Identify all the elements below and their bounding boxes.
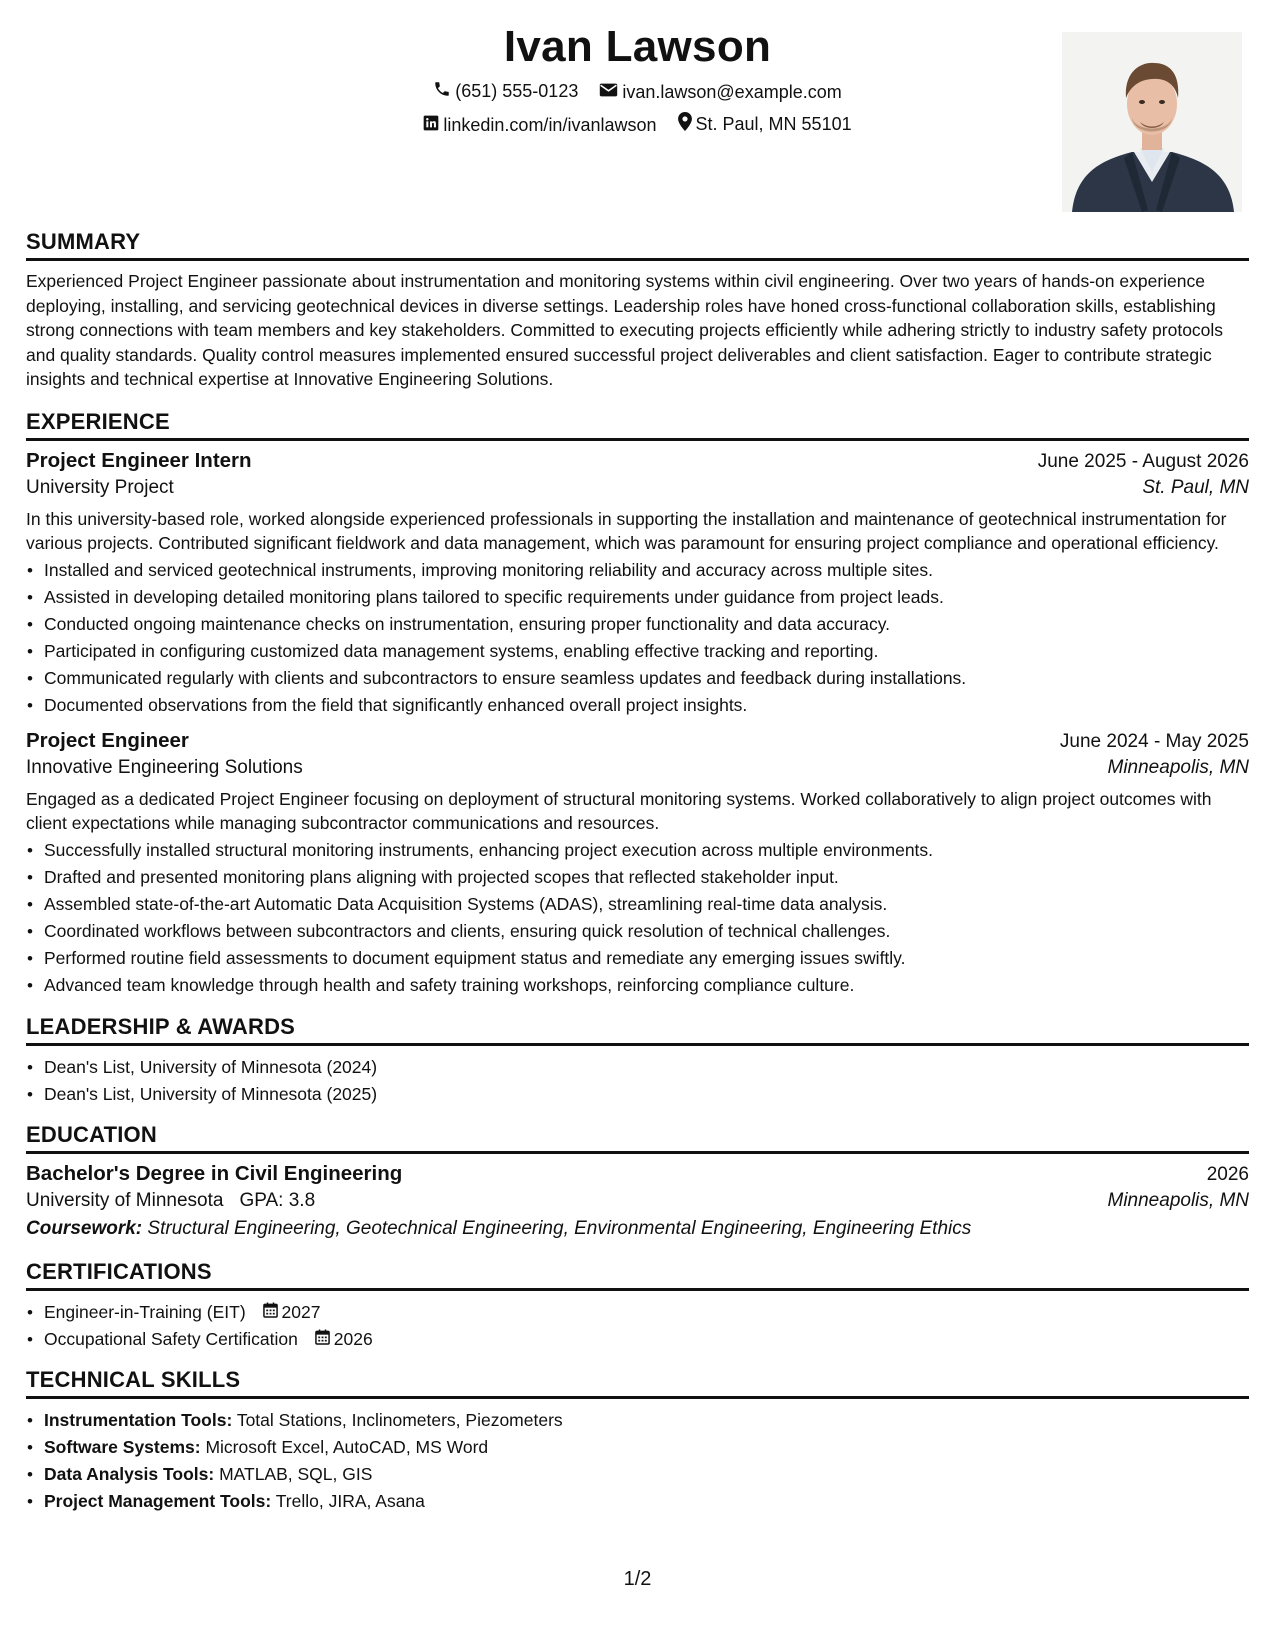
coursework-list: Structural Engineering, Geotechnical Engineering, Environmental Engineering, Engineering Ethics	[147, 1217, 972, 1239]
certifications-heading: CERTIFICATIONS	[26, 1259, 1249, 1291]
gpa: GPA: 3.8	[239, 1189, 316, 1211]
skill-values: Trello, JIRA, Asana	[275, 1490, 425, 1511]
profile-photo	[1062, 32, 1242, 212]
school-name: University of Minnesota	[26, 1189, 224, 1211]
skill-category: Software Systems:	[44, 1436, 201, 1457]
awards-section	[26, 1014, 1249, 1108]
list-item: • Successfully installed structural monitoring instruments, enhancing project execution across multiple environments.	[26, 837, 1249, 864]
coursework	[26, 1218, 1249, 1240]
experience-section	[26, 409, 1249, 999]
skill-category: Data Analysis Tools:	[44, 1463, 215, 1484]
linkedin-contact[interactable]	[423, 115, 656, 136]
coursework-label: Coursework:	[26, 1217, 143, 1239]
experience-heading: EXPERIENCE	[26, 409, 1249, 441]
list-item: • Communicated regularly with clients and subcontractors to ensure seamless updates and feedback during installations.	[26, 665, 1249, 692]
email-contact[interactable]	[599, 82, 841, 103]
list-item: • Assisted in developing detailed monitoring plans tailored to specific requirements under guidance from project leads.	[26, 584, 1249, 611]
list-item: • Assembled state-of-the-art Automatic Data Acquisition Systems (ADAS), streamlining real-time data analysis.	[26, 891, 1249, 918]
degree-name: Bachelor's Degree in Civil Engineering	[26, 1161, 403, 1185]
school-location: Minneapolis, MN	[1107, 1189, 1249, 1211]
list-item: • Advanced team knowledge through health and safety training workshops, reinforcing compliance culture.	[26, 972, 1249, 999]
job-organization: University Project	[26, 476, 174, 498]
page-number: 1/2	[623, 1568, 652, 1590]
skill-category: Instrumentation Tools:	[44, 1409, 233, 1430]
linkedin-url: linkedin.com/in/ivanlawson	[443, 115, 657, 135]
certification-date	[263, 1299, 321, 1326]
list-item: • Documented observations from the field that significantly enhanced overall project insights.	[26, 692, 1249, 719]
skill-values: Total Stations, Inclinometers, Piezometers	[236, 1409, 563, 1430]
job-bullets	[26, 557, 1249, 719]
email-address: ivan.lawson@example.com	[622, 82, 842, 102]
linkedin-icon	[423, 115, 443, 136]
certification-name: Occupational Safety Certification	[44, 1328, 298, 1349]
certification-year: 2027	[281, 1301, 321, 1322]
certification-year: 2026	[333, 1328, 373, 1349]
summary-text: Experienced Project Engineer passionate about instrumentation and monitoring systems within civil engineering. Over two years of hands-on experience deploying, installing, and servicing geotechnical devices in diverse settings. Leadership roles have honed cross-functional collaboration skills, establishing strong connections with team members and key stakeholders. Committed to executing projects efficiently while adhering strictly to industry safety protocols and quality standards. Quality control measures implemented ensured successful project deliverables and client satisfaction. Eager to contribute strategic insights and technical expertise at Innovative Engineering Solutions.	[26, 271, 1224, 389]
education-section	[26, 1122, 1249, 1240]
list-item	[26, 1488, 1249, 1515]
school-line	[26, 1190, 315, 1212]
job-location: Minneapolis, MN	[1107, 756, 1249, 778]
certifications-list	[26, 1299, 1249, 1353]
job-location: St. Paul, MN	[1142, 476, 1249, 498]
job-description: Engaged as a dedicated Project Engineer focusing on deployment of structural monitoring systems. Worked collaboratively to align project outcomes with client expectations while managing subcontractor communications and resources.	[26, 788, 1212, 833]
job-entry	[26, 729, 1249, 999]
awards-list	[26, 1054, 1249, 1108]
location-contact	[678, 112, 852, 136]
list-item	[26, 1461, 1249, 1488]
job-dates: June 2025 - August 2026	[1037, 450, 1249, 472]
job-description: In this university-based role, worked alongside experienced professionals in supporting the installation and maintenance of geotechnical instrumentation for various projects. Contributed significant fieldwork and data management, which was paramount for ensuring project compliance and operational efficiency.	[26, 508, 1227, 553]
list-item	[26, 1434, 1249, 1461]
list-item: • Drafted and presented monitoring plans aligning with projected scopes that reflected stakeholder input.	[26, 864, 1249, 891]
list-item: • Dean's List, University of Minnesota (2025)	[26, 1081, 1249, 1108]
skills-heading: TECHNICAL SKILLS	[26, 1367, 1249, 1399]
job-organization: Innovative Engineering Solutions	[26, 756, 303, 778]
education-heading: EDUCATION	[26, 1122, 1249, 1154]
phone-number: (651) 555-0123	[455, 81, 579, 101]
list-item: • Dean's List, University of Minnesota (2024)	[26, 1054, 1249, 1081]
phone-icon	[433, 80, 455, 103]
certification-date	[315, 1326, 373, 1353]
list-item	[26, 1299, 1249, 1326]
list-item: • Coordinated workflows between subcontractors and clients, ensuring quick resolution of technical challenges.	[26, 918, 1249, 945]
job-title: Project Engineer Intern	[26, 448, 252, 472]
list-item	[26, 1407, 1249, 1434]
graduation-year: 2026	[1206, 1163, 1249, 1185]
skill-values: MATLAB, SQL, GIS	[219, 1463, 373, 1484]
job-bullets	[26, 837, 1249, 999]
skill-category: Project Management Tools:	[44, 1490, 272, 1511]
resume-page	[26, 0, 1249, 1515]
skill-values: Microsoft Excel, AutoCAD, MS Word	[205, 1436, 489, 1457]
envelope-icon	[599, 82, 622, 103]
certifications-section	[26, 1259, 1249, 1353]
list-item: • Installed and serviced geotechnical instruments, improving monitoring reliability and accuracy across multiple sites.	[26, 557, 1249, 584]
location-text: St. Paul, MN 55101	[695, 113, 852, 134]
skills-list	[26, 1407, 1249, 1515]
summary-section	[26, 229, 1249, 392]
map-pin-icon	[678, 112, 696, 136]
calendar-icon	[315, 1326, 334, 1353]
list-item	[26, 1326, 1249, 1353]
job-dates: June 2024 - May 2025	[1059, 730, 1249, 752]
phone-contact[interactable]	[433, 80, 578, 103]
list-item: • Participated in configuring customized data management systems, enabling effective tracking and reporting.	[26, 638, 1249, 665]
job-entry	[26, 449, 1249, 719]
candidate-name: Ivan Lawson	[503, 22, 772, 71]
resume-header	[26, 0, 1249, 218]
list-item: • Performed routine field assessments to document equipment status and remediate any emerging issues swiftly.	[26, 945, 1249, 972]
skills-section	[26, 1367, 1249, 1515]
awards-heading: LEADERSHIP & AWARDS	[26, 1014, 1249, 1046]
list-item: • Conducted ongoing maintenance checks on instrumentation, ensuring proper functionality and data accuracy.	[26, 611, 1249, 638]
summary-heading: SUMMARY	[26, 229, 1249, 261]
calendar-icon	[263, 1299, 282, 1326]
certification-name: Engineer-in-Training (EIT)	[44, 1301, 246, 1322]
job-title: Project Engineer	[26, 728, 189, 752]
